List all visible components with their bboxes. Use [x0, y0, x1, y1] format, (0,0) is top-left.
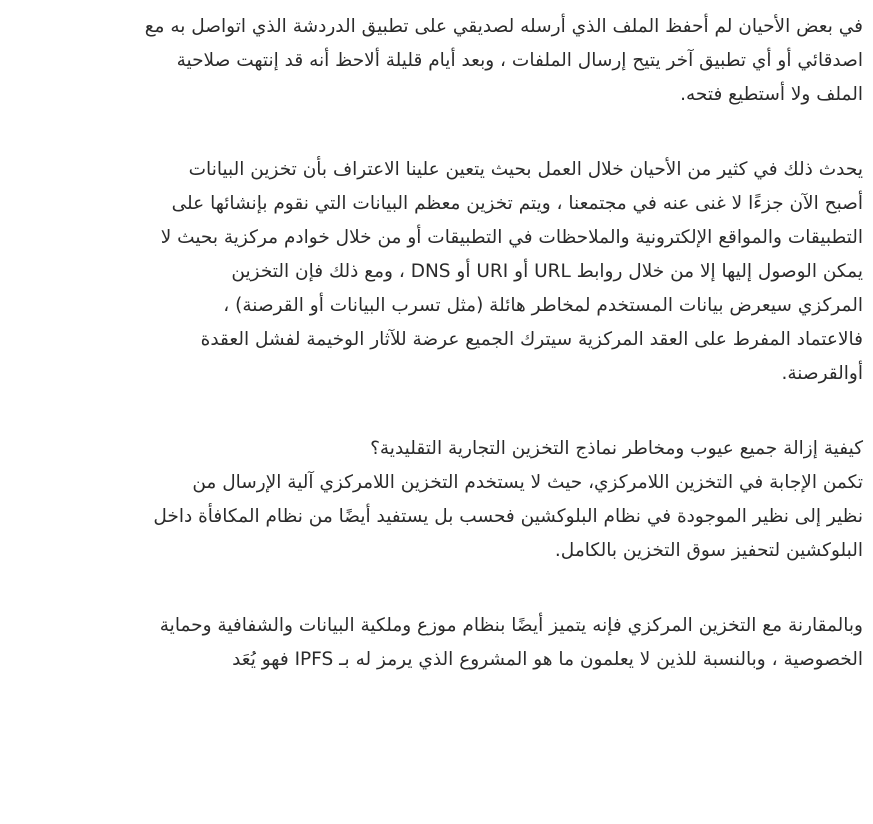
paragraph-4	[64, 609, 863, 677]
paragraph-spacer	[64, 112, 863, 153]
paragraph-line: يمكن الوصول إليها إلا من خلال روابط URL أو URI أو DNS ، ومع ذلك فإن التخزين	[231, 261, 863, 282]
paragraph-line: نظير إلى نظير الموجودة في نظام البلوكشين فحسب بل يستفيد أيضًا من نظام المكافأة داخل	[153, 506, 863, 527]
paragraph-line: أوالقرصنة.	[781, 363, 863, 384]
article-body	[64, 0, 863, 677]
paragraph-line: يحدث ذلك في كثير من الأحيان خلال العمل بحيث يتعين علينا الاعتراف بأن تخزين البيانات	[188, 159, 863, 180]
paragraph-line: المركزي سيعرض بيانات المستخدم لمخاطر هائلة (مثل تسرب البيانات أو القرصنة) ،	[223, 295, 863, 316]
paragraph-line: البلوكشين لتحفيز سوق التخزين بالكامل.	[554, 540, 863, 561]
paragraph-line: في بعض الأحيان لم أحفظ الملف الذي أرسله لصديقي على تطبيق الدردشة الذي اتواصل به مع	[144, 16, 863, 37]
paragraph-1	[64, 10, 863, 112]
paragraph-line: فالاعتماد المفرط على العقد المركزية سيترك الجميع عرضة للآثار الوخيمة لفشل العقدة	[200, 329, 863, 350]
paragraph-2	[64, 153, 863, 391]
paragraph-spacer	[64, 391, 863, 432]
paragraph-line: اصدقائي أو أي تطبيق آخر يتيح إرسال الملفات ، وبعد أيام قليلة ألاحظ أنه قد إنتهت صلاحية	[176, 50, 863, 71]
paragraph-line: الملف ولا أستطيع فتحه.	[680, 84, 863, 105]
paragraph-line: الخصوصية ، وبالنسبة للذين لا يعلمون ما هو المشروع الذي يرمز له بـ IPFS فهو يُعَد	[232, 649, 863, 670]
paragraph-3	[64, 432, 863, 568]
paragraph-line: وبالمقارنة مع التخزين المركزي فإنه يتميز أيضًا بنظام موزع وملكية البيانات والشفافية وحماية	[159, 615, 863, 636]
section-question: كيفية إزالة جميع عيوب ومخاطر نماذج التخزين التجارية التقليدية؟	[370, 438, 863, 459]
paragraph-spacer	[64, 568, 863, 609]
paragraph-line: التطبيقات والمواقع الإلكترونية والملاحظات في التطبيقات أو من خلال خوادم مركزية بحيث لا	[160, 227, 863, 248]
paragraph-line: تكمن الإجابة في التخزين اللامركزي، حيث لا يستخدم التخزين اللامركزي آلية الإرسال من	[192, 472, 863, 493]
paragraph-line: أصبح الآن جزءًا لا غنى عنه في مجتمعنا ، ويتم تخزين معظم البيانات التي نقوم بإنشائها على	[171, 193, 863, 214]
